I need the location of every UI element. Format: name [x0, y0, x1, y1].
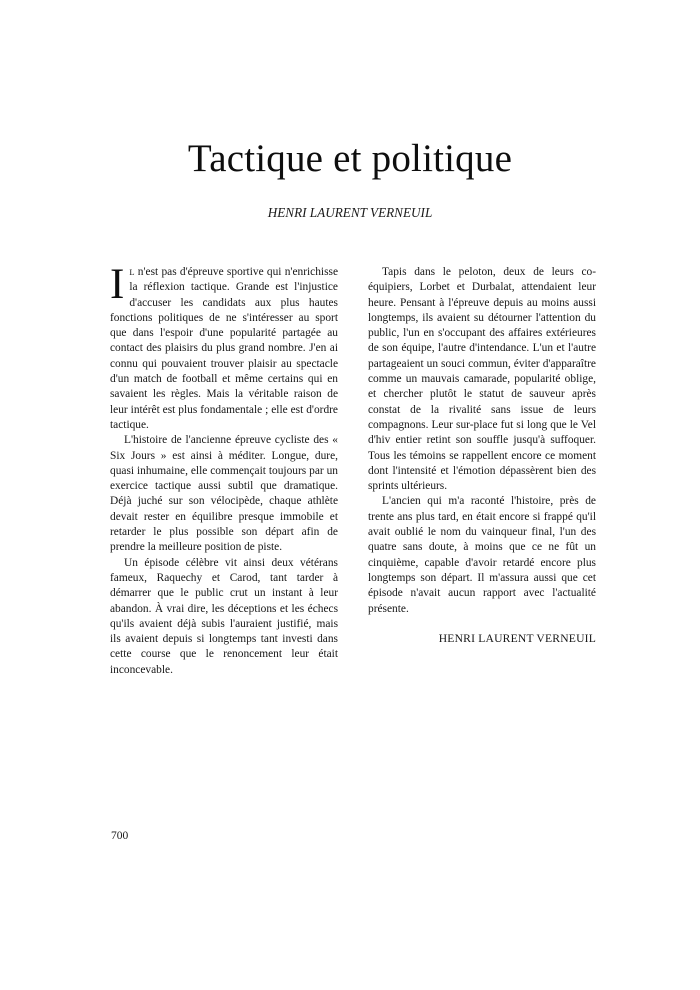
paragraph-text: n'est pas d'épreuve sportive qui n'enrichisse la réflexion tactique. Grande est l'injustice d'accuser les candidats aux plus hautes fonctions politiques de ne s'intéresser au sport que dans l'espoir d'une popularité partagée au contact des plaisirs du plus grand nombre. J'en ai connu qui pouvaient trouver plaisir au spectacle d'un match de football et même certains qui en savaient les règles. Mais la véritable raison de leur intérêt est plus fondamentale ; elle est d'ordre tactique. — [110, 266, 338, 431]
paragraph: Tapis dans le peloton, deux de leurs co-équipiers, Lorbet et Durbalat, attendaient leur heure. Pensant à l'épreuve depuis au moins aussi longtemps, ils avaient su détourner l'attention du public, l'un en s'occupant des affaires extérieures de son équipe, l'autre d'intendance. L'un et l'autre partageaient un souci commun, éviter d'apparaître comme un mauvais camarade, popularité oblige, et chercher plutôt le statut de sauveur après constat de la rivalité sans issue de leurs compagnons. Leur sur-place fut si long que le Vel d'hiv entier retint son souffle jusqu'à suffoquer. Tous les témoins se rappellent encore ce moment dont l'intensité et l'émotion dépassèrent bien des sprints ultérieurs. — [368, 266, 596, 493]
drop-cap: I — [110, 261, 125, 308]
article-title: Tactique et politique — [187, 137, 513, 180]
page-number: 700 — [111, 830, 129, 842]
paragraph: L'histoire de l'ancienne épreuve cycliste des « Six Jours » est ainsi à méditer. Longue, dure, quasi inhumaine, elle commençait toujours par un exercice tactique aussi subtil que dramatique. Déjà juché sur son vélocipède, chaque athlète devait rester en équilibre presque immobile et retarder le plus possible son départ afin de prendre la meilleure position de piste. — [110, 434, 338, 554]
right-column — [368, 265, 596, 646]
paragraph: Un épisode célèbre vit ainsi deux vétérans fameux, Raquechy et Carod, tant tarder à démarrer que le public crut un instant à leur abandon. À vrai dire, les déceptions et les échecs qu'ils avaient déjà subis l'auraient justifié, mais ils avaient depuis si longtemps tant investi dans cette course que le renoncement leur était inconcevable. — [110, 556, 338, 676]
paragraph: L'ancien qui m'a raconté l'histoire, près de trente ans plus tard, en était encore si frappé qu'il avait oublié le nom du vainqueur final, l'un des quatre sans doute, à moins que ce ne fût un cinquième, capable d'avoir retardé encore plus longtemps son départ. Il m'assura aussi que cet épisode n'avait aucun rapport avec l'actualité présente. — [368, 495, 596, 615]
small-cap-letter: L — [129, 267, 135, 277]
article-author: HENRI LAURENT VERNEUIL — [267, 205, 433, 220]
paragraph — [110, 261, 338, 433]
author-signature: HENRI LAURENT VERNEUIL — [438, 631, 596, 645]
left-column — [110, 261, 338, 678]
